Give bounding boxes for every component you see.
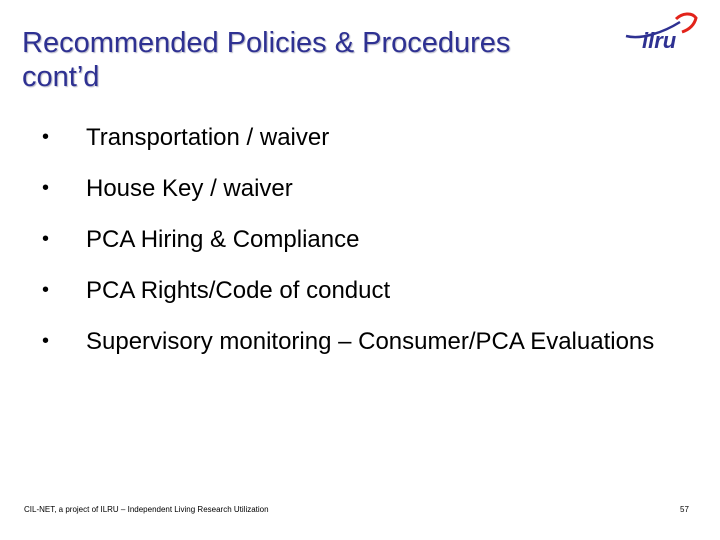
bullet-text: House Key / waiver (86, 175, 293, 202)
bullet-text: Transportation / waiver (86, 124, 330, 151)
bullet-symbol: • (42, 126, 50, 148)
list-item (40, 122, 680, 153)
title-line-2: cont’d (22, 61, 100, 93)
footer-credit: CIL-NET, a project of ILRU – Independent Living Research Utilization (24, 505, 269, 514)
bullet-symbol: • (42, 228, 50, 250)
bullet-symbol: • (42, 279, 50, 301)
list-item (40, 224, 680, 255)
slide-title (22, 26, 602, 94)
page-number: 57 (680, 505, 689, 514)
logo-text: ilru (642, 28, 677, 52)
ilru-logo (622, 10, 700, 52)
bullet-symbol: • (42, 330, 50, 352)
bullet-text: PCA Hiring & Compliance (86, 226, 360, 253)
bullet-text: Supervisory monitoring – Consumer/PCA Evaluations (86, 328, 655, 355)
bullet-text: PCA Rights/Code of conduct (86, 277, 391, 304)
list-item (40, 173, 680, 204)
list-item (40, 326, 680, 357)
title-line-1: Recommended Policies & Procedures (22, 27, 511, 59)
list-item (40, 275, 680, 306)
bullet-symbol: • (42, 177, 50, 199)
ilru-logo-graphic (622, 10, 700, 52)
bullet-list (40, 122, 680, 377)
